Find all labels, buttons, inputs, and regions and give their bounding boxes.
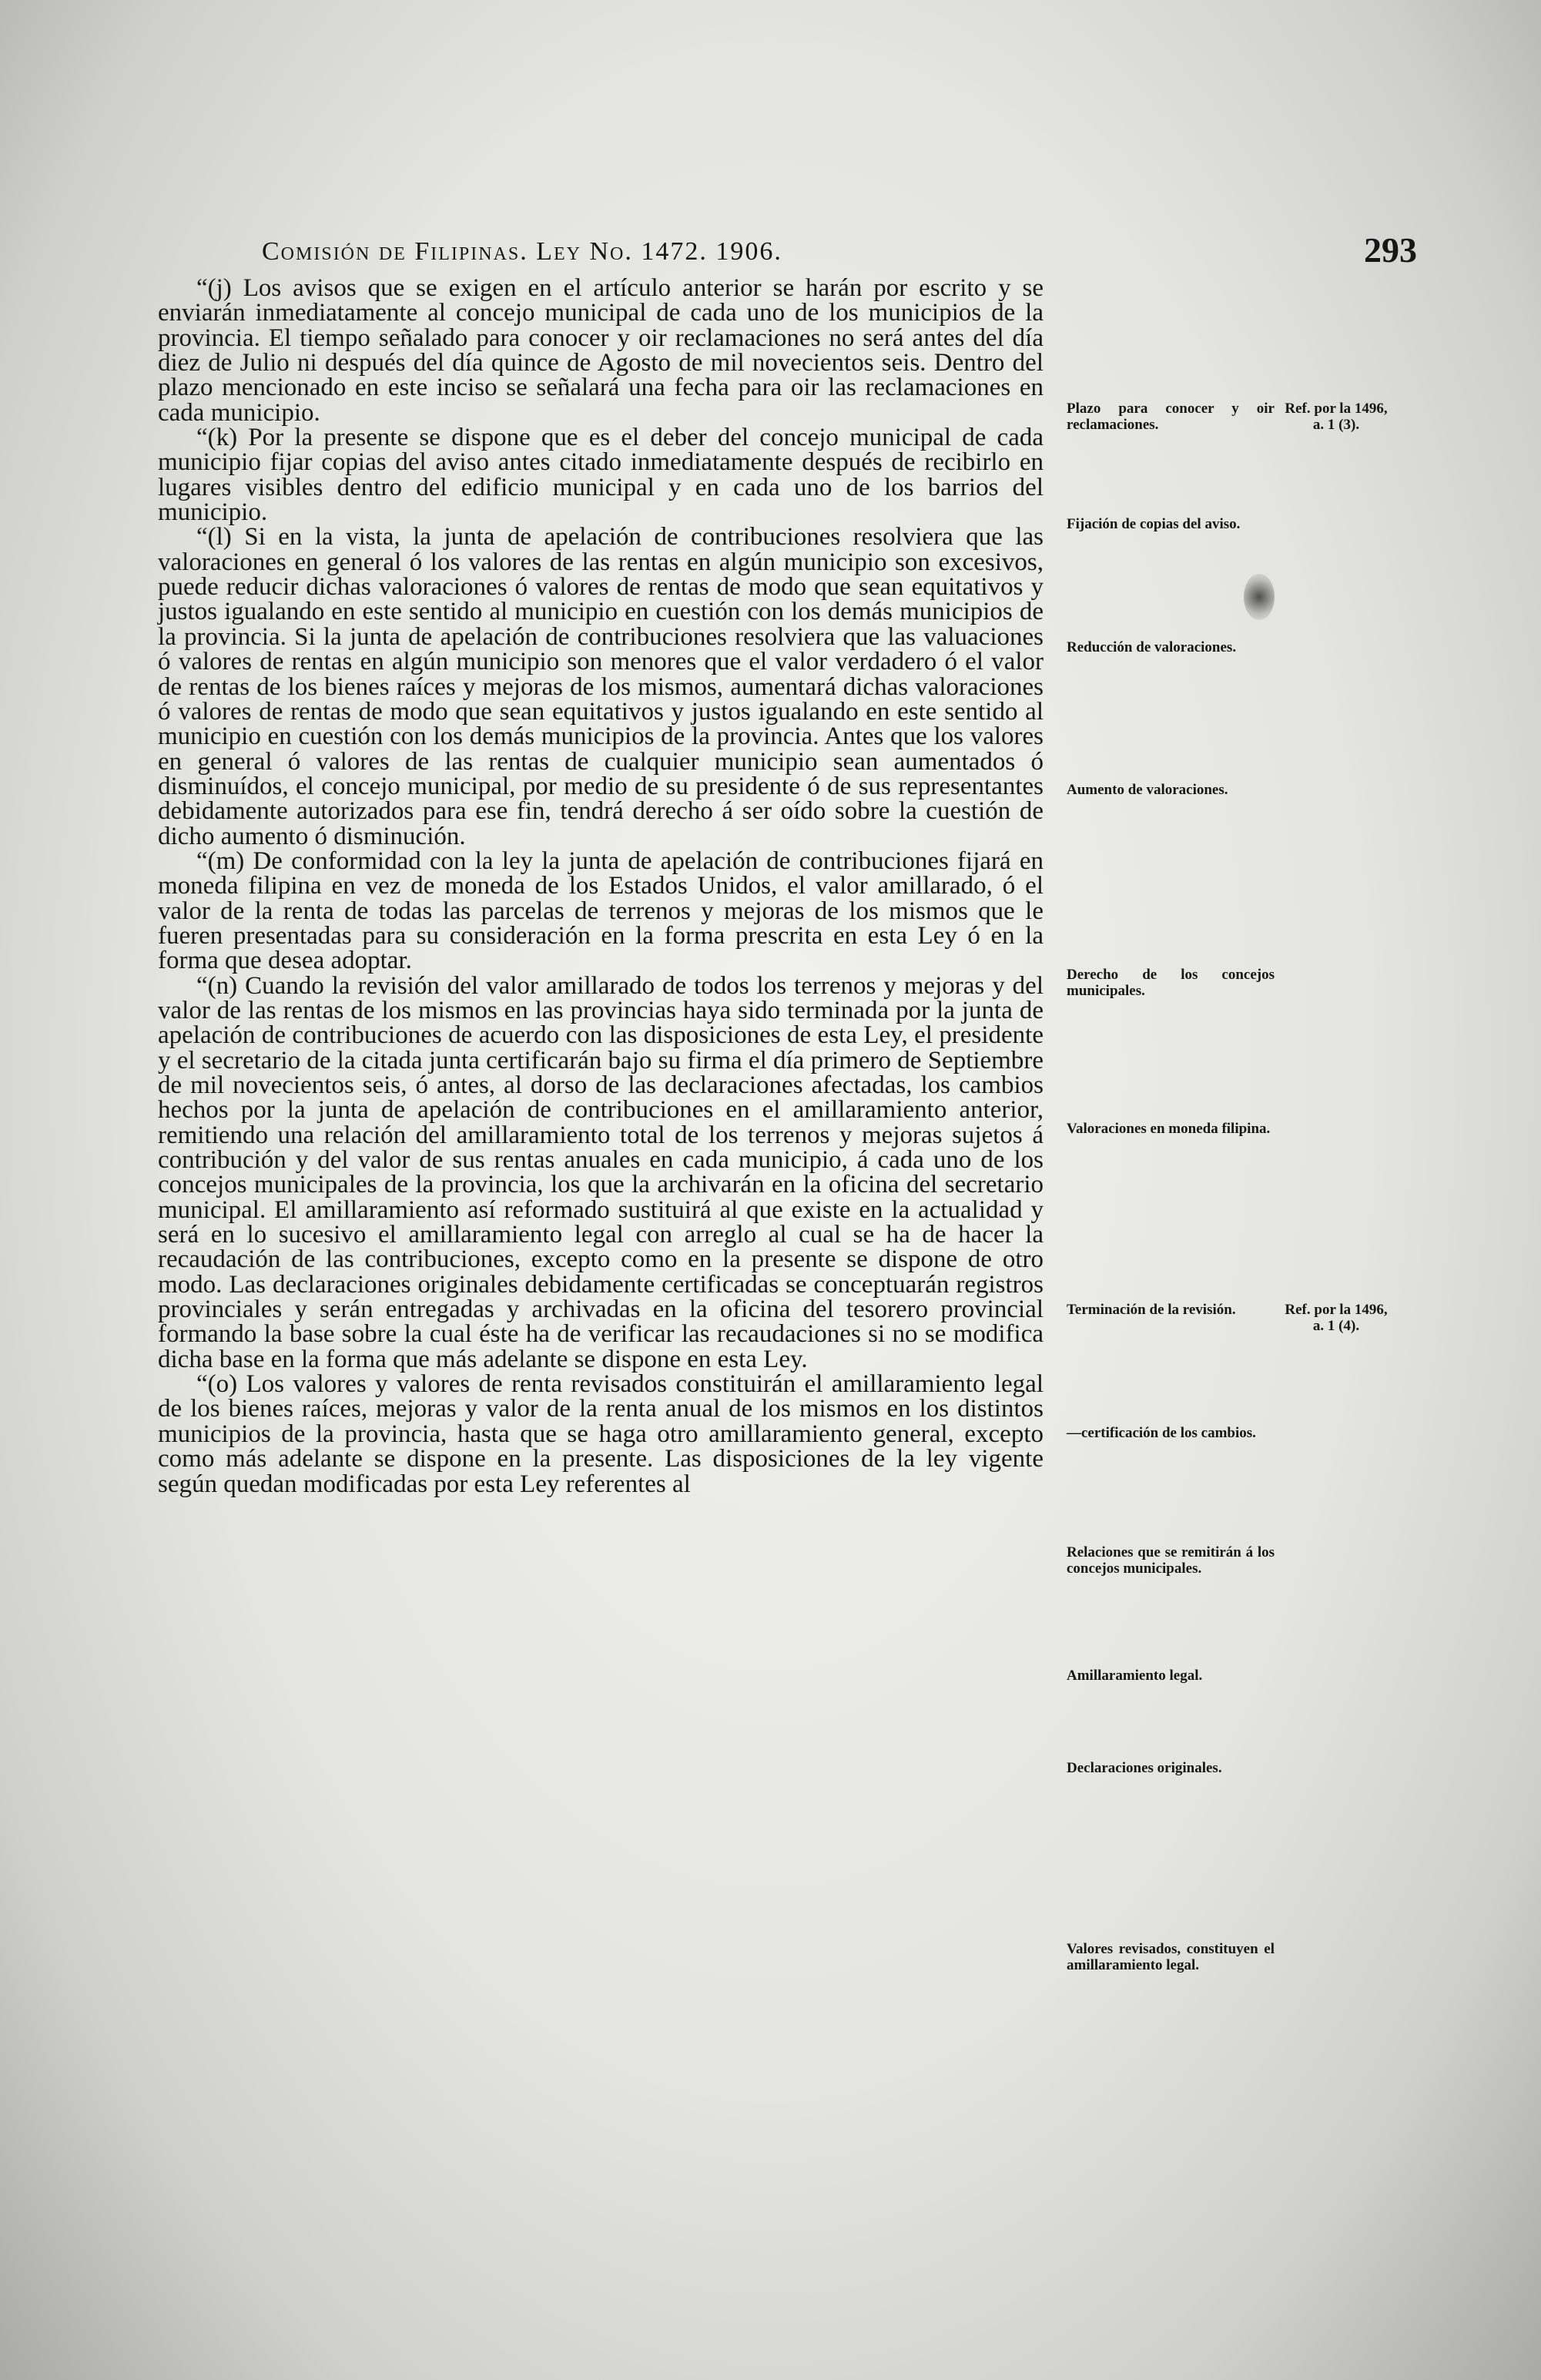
paragraph-n: “(n) Cuando la revisión del valor amillarado de todos los terrenos y mejoras y del valor de las rentas de los mismos en las provincias haya sido terminada por la junta de apelación de contribuciones de acuerdo con las disposiciones de esta Ley, el presidente y el secretario de la citada junta certificarán bajo su firma el día primero de Septiembre de mil novecientos seis, ó antes, al dorso de las declaraciones afectadas, los cambios hechos por la junta de apelación de contribuciones en el amillaramiento anterior, remitiendo una relación del amillaramiento total de los terrenos y mejoras sujetos á contribución y del valor de sus rentas anuales en cada municipio, á cada uno de los concejos municipales de la provincia, los que la archivarán en la oficina del secretario municipal. El amillaramiento así reformado sustituirá al que existe en la actualidad y será en lo sucesivo el amillaramiento legal con arreglo al cual se ha de hacer la recaudación de las contribuciones, excepto como en la presente se dispone de otro modo. Las declaraciones originales debidamente certificadas se conceptuarán registros provinciales y serán entregadas y archivadas en la oficina del tesorero provincial formando la base sobre la cual éste ha de verificar las recaudaciones si no se modifica dicha base en la forma que más adelante se dispone en esta Ley. bbox=[158, 971, 1044, 1373]
margin-note-fijacion: Fijación de copias del aviso. bbox=[1067, 516, 1241, 532]
margin-note-valores: Valores revisados, constituyen el amillaramiento legal. bbox=[1067, 1941, 1275, 1973]
margin-note-declaraciones: Declaraciones originales. bbox=[1067, 1760, 1222, 1776]
margin-note-moneda: Valoraciones en moneda filipina. bbox=[1067, 1121, 1271, 1137]
margin-note-reduccion: Reducción de valoraciones. bbox=[1067, 639, 1237, 655]
ink-smudge bbox=[1244, 574, 1275, 620]
paragraph-j: “(j) Los avisos que se exigen en el artículo anterior se harán por escrito y se enviarán inmediatamente al concejo municipal de cada uno de los municipios de la provincia. El tiempo señalado para conocer y oir reclamaciones no será antes del día diez de Julio ni después del día quince de Agosto de mil novecientos seis. Dentro del plazo mencionado en este inciso se señalará una fecha para oir las reclamaciones en cada municipio. bbox=[158, 274, 1044, 427]
margin-note-terminacion: Terminación de la revisión. bbox=[1067, 1302, 1236, 1318]
margin-note-amillaramiento: Amillaramiento legal. bbox=[1067, 1668, 1203, 1684]
body-text bbox=[158, 276, 1044, 1497]
margin-note-relaciones: Relaciones que se remitirán á los concejos municipales. bbox=[1067, 1544, 1275, 1577]
page-number: 293 bbox=[1364, 230, 1417, 270]
paragraph-k: “(k) Por la presente se dispone que es el deber del concejo municipal de cada municipio fijar copias del aviso antes citado inmediatamente después de recibirlo en lugares visibles dentro del edificio municipal y en cada uno de los barrios del municipio. bbox=[158, 424, 1044, 527]
reference-note-1: Ref. por la 1496, a. 1 (3). bbox=[1285, 401, 1388, 433]
paragraph-o: “(o) Los valores y valores de renta revisados constituirán el amillaramiento legal de los bienes raíces, mejoras y valor de la renta anual de los mismos en los distintos municipios de la provincia, hasta que se haga otro amillaramiento general, excepto como más adelante se dispone en la presente. Las disposiciones de la ley vigente según quedan modificadas por esta Ley referentes al bbox=[158, 1370, 1044, 1498]
paragraph-l: “(l) Si en la vista, la junta de apelación de contribuciones resolviera que las valoraciones en general ó los valores de las rentas en algún municipio son excesivos, puede reducir dichas valoraciones ó valores de rentas de modo que sean equitativos y justos igualando en este sentido al municipio en cuestión con los demás municipios de la provincia. Si la junta de apelación de contribuciones resolviera que las valuaciones ó valores de rentas en algún municipio son menores que el valor verdadero ó el valor de rentas de los bienes raíces y mejoras de los mismos, aumentará dichas valoraciones ó valores de rentas de modo que sean equitativos y justos igualando en este sentido al municipio en cuestión con los demás municipios de la provincia. Antes que los valores en general ó valores de las rentas de cualquier municipio sean aumentados ó disminuídos, el concejo municipal, por medio de su presidente ó de sus representantes debidamente autorizados para ese fin, tendrá derecho á ser oído sobre la cuestión de dicho aumento ó disminución. bbox=[158, 523, 1044, 850]
margin-note-plazo: Plazo para conocer y oir reclamaciones. bbox=[1067, 401, 1275, 433]
margin-note-derecho: Derecho de los concejos municipales. bbox=[1067, 967, 1275, 999]
paragraph-m: “(m) De conformidad con la ley la junta de apelación de contribuciones fijará en moneda filipina en vez de moneda de los Estados Unidos, el valor amillarado, ó el valor de la renta de todas las parcelas de terrenos y mejoras de los mismos que le fueren presentadas para su consideración en la forma prescrita en esta Ley ó en la forma que desea adoptar. bbox=[158, 846, 1044, 975]
reference-note-2: Ref. por la 1496, a. 1 (4). bbox=[1285, 1302, 1388, 1334]
margin-note-certificacion: —certificación de los cambios. bbox=[1067, 1425, 1256, 1441]
margin-note-aumento: Aumento de valoraciones. bbox=[1067, 782, 1228, 798]
running-head: Comisión de Filipinas. Ley No. 1472. 1906. bbox=[262, 237, 782, 266]
